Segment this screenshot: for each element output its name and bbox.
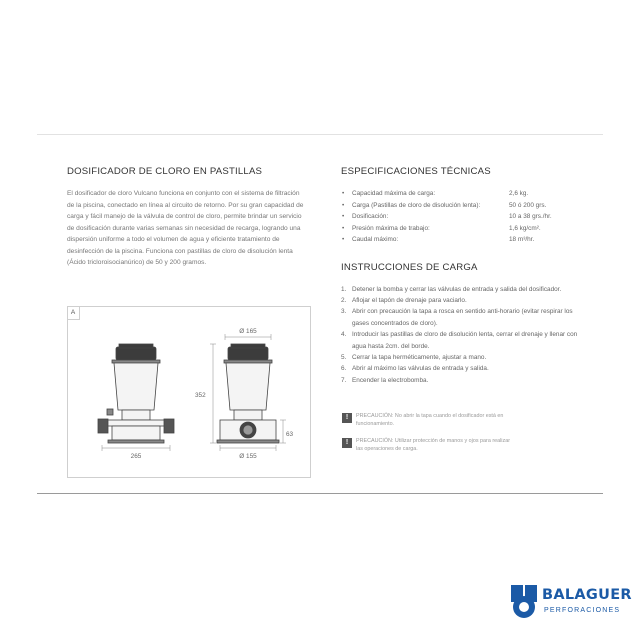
step-text: Detener la bomba y cerrar las válvulas de entrada y salida del dosificador.	[352, 285, 562, 293]
step-number: 2.	[341, 296, 347, 304]
warning-icon	[342, 438, 352, 448]
spec-value: 2,6 kg.	[509, 190, 529, 197]
spec-value: 18 m³/hr.	[509, 236, 535, 243]
spec-label: Caudal máximo:	[352, 236, 399, 243]
step-number: 5.	[341, 353, 347, 361]
dosifier-drawing	[67, 306, 311, 474]
instructions-title: INSTRUCCIONES DE CARGA	[341, 261, 478, 273]
side-view	[217, 344, 279, 443]
dim-width-label: 265	[130, 453, 142, 460]
step-number: 6.	[341, 365, 347, 373]
spec-label: Carga (Pastillas de cloro de disolución lenta):	[352, 201, 481, 209]
brand-logo	[510, 585, 632, 631]
instruction-step	[341, 329, 591, 352]
spec-item	[341, 200, 591, 212]
product-title: DOSIFICADOR DE CLORO EN PASTILLAS	[67, 166, 263, 177]
dim-height-label: 352	[195, 392, 206, 399]
step-text: Introducir las pastillas de cloro de disolución lenta, cerrar el drenaje y llenar con agua hasta 2cm. del borde.	[352, 331, 578, 350]
instruction-step	[341, 306, 591, 329]
instruction-step	[341, 295, 591, 306]
spec-item	[341, 223, 591, 235]
instruction-step	[341, 375, 591, 386]
product-section	[67, 166, 307, 275]
step-text: Cerrar la tapa herméticamente, ajustar a mano.	[352, 353, 487, 361]
bullet-icon: •	[342, 201, 345, 209]
spec-value: 50 ó 200 grs.	[509, 201, 547, 209]
instructions-list	[341, 284, 591, 387]
spec-item	[341, 211, 591, 223]
bullet-icon: •	[342, 236, 345, 243]
bullet-icon: •	[342, 213, 345, 220]
warning-icon	[342, 413, 352, 423]
dim-base-label: Ø 155	[239, 453, 257, 460]
step-number: 3.	[341, 308, 347, 316]
instruction-step	[341, 284, 591, 295]
front-view	[98, 344, 174, 443]
brand-name: BALAGUER	[542, 587, 632, 603]
figure-label: A	[67, 306, 80, 320]
step-text: Abrir con precaución la tapa a rosca en sentido anti-horario (evitar respirar los gases concentrados de cloro).	[352, 308, 573, 327]
product-description: El dosificador de cloro Vulcano funciona en conjunto con el sistema de filtración de la piscina, conectado en línea al circuito de retorno. Por su gran capacidad de carga y fácil manejo de la válvula de control de cloro, permite brindar un servicio de dosificación durante varias semanas sin necesidad de recarga, logrando una dispersión uniforme a todo el volumen de agua y eficiente tratamiento de desinfección de la piscina. Funciona con pastillas de cloro de disolución lenta (Ácido tricloroisocianúrico) de 50 y 200 gramos.	[67, 190, 304, 266]
step-text: Aflojar el tapón de drenaje para vaciarlo.	[352, 296, 467, 304]
instruction-step	[341, 352, 591, 363]
dim-side-label: 63	[286, 431, 294, 438]
spec-label: Presión máxima de trabajo:	[352, 224, 430, 232]
instruction-step	[341, 363, 591, 374]
step-text: Encender la electrobomba.	[352, 376, 429, 384]
warning-text: PRECAUCIÓN: No abrir la tapa cuando el dosificador está en funcionamiento.	[356, 413, 504, 427]
spec-value: 10 a 38 grs./hr.	[509, 213, 552, 220]
step-number: 4.	[341, 331, 347, 339]
top-divider	[37, 134, 603, 135]
spec-item	[341, 234, 591, 246]
dim-top-label: Ø 165	[239, 328, 257, 335]
warning-text: PRECAUCIÓN: Utilizar protección de manos y ojos para realizar las operaciones de carga.	[356, 438, 510, 452]
balaguer-logo-icon	[510, 585, 540, 619]
spec-label: Capacidad máxima de carga:	[352, 190, 436, 197]
bullet-icon: •	[342, 224, 345, 232]
step-number: 7.	[341, 376, 347, 384]
specs-title: ESPECIFICACIONES TÉCNICAS	[341, 166, 491, 177]
bullet-icon: •	[342, 190, 345, 197]
specs-section	[341, 166, 591, 386]
specs-list	[341, 188, 591, 246]
step-text: Abrir al máximo las válvulas de entrada y salida.	[352, 365, 489, 373]
step-number: 1.	[341, 285, 347, 293]
spec-value: 1,6 kg/cm².	[509, 224, 541, 232]
spec-label: Dosificación:	[352, 213, 389, 220]
brand-subtitle: PERFORACIONES	[544, 607, 621, 614]
spec-item	[341, 188, 591, 200]
bottom-divider	[37, 493, 603, 494]
